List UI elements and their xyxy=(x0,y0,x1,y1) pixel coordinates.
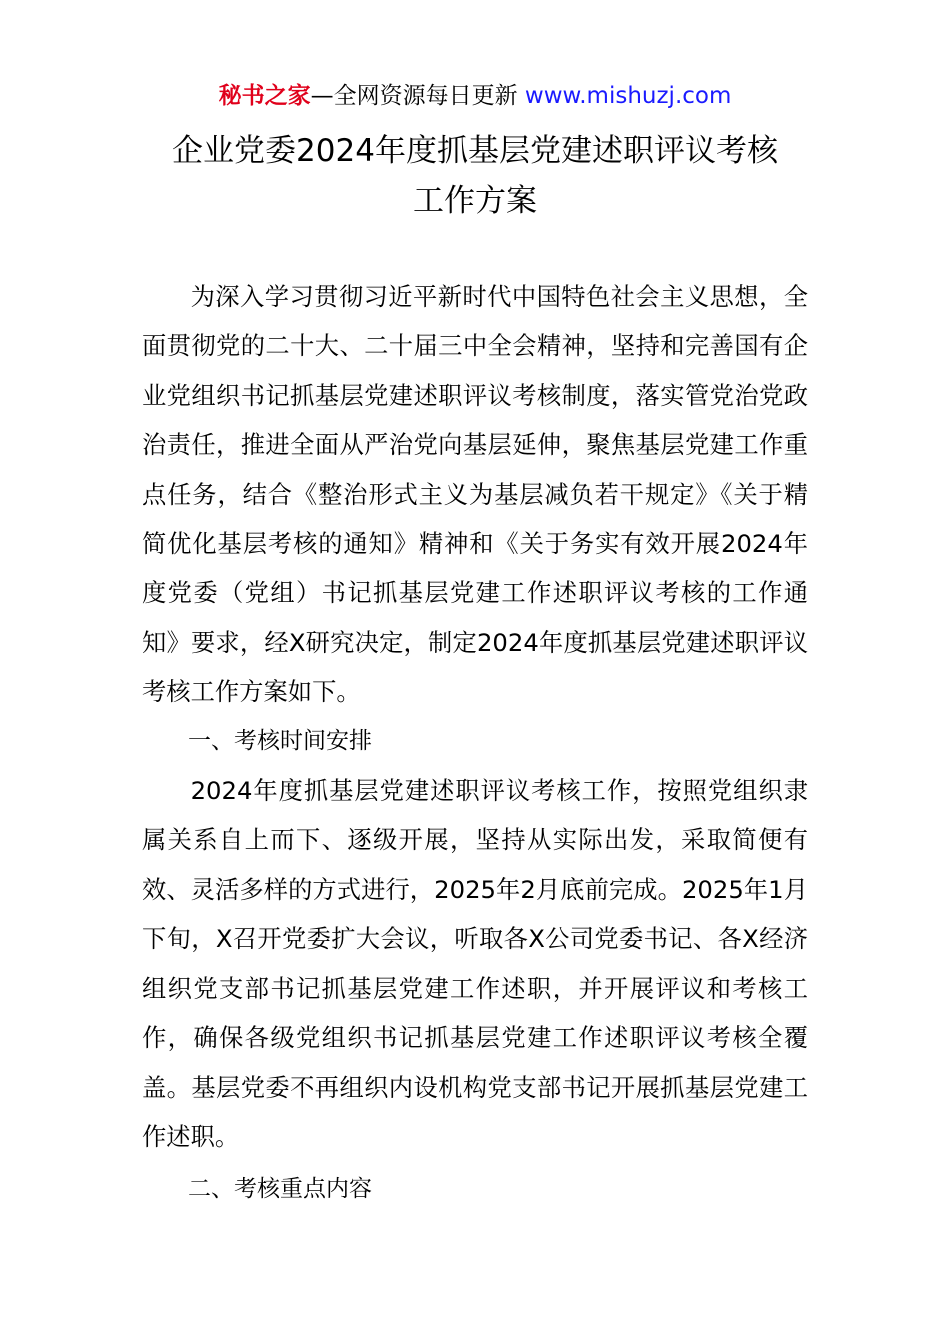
document-body xyxy=(142,272,808,1215)
document-title xyxy=(0,126,950,226)
title-line-2: 工作方案 xyxy=(413,183,537,219)
section-2-heading: 二、考核重点内容 xyxy=(188,1176,372,1203)
title-line-1: 企业党委2024年度抓基层党建述职评议考核 xyxy=(172,133,778,169)
intro-paragraph: 为深入学习贯彻习近平新时代中国特色社会主义思想，全面贯彻党的二十大、二十届三中全会精神，坚持和完善国有企业党组织书记抓基层党建述职评议考核制度，落实管党治党政治责任，推进全面从严治党向基层延伸，聚焦基层党建工作重点任务，结合《整治形式主义为基层减负若干规定》《关于精简优化基层考核的通知》精神和《关于务实有效开展2024年度党委（党组）书记抓基层党建工作述职评议考核的工作通知》要求，经X研究决定，制定2024年度抓基层党建述职评议考核工作方案如下。 xyxy=(142,282,808,707)
site-url-link[interactable]: www.mishuzj.com xyxy=(524,83,732,109)
section-1-heading: 一、考核时间安排 xyxy=(188,727,372,754)
site-banner xyxy=(0,80,950,112)
banner-tagline: —全网资源每日更新 xyxy=(310,83,518,109)
section-1-paragraph: 2024年度抓基层党建述职评议考核工作，按照党组织隶属关系自上而下、逐级开展，坚持从实际出发，采取简便有效、灵活多样的方式进行，2025年2月底前完成。2025年1月下旬，X召开党委扩大会议，听取各X公司党委书记、各X经济组织党支部书记抓基层党建工作述职，并开展评议和考核工作，确保各级党组织书记抓基层党建工作述职评议考核全覆盖。基层党委不再组织内设机构党支部书记开展抓基层党建工作述职。 xyxy=(142,776,808,1151)
brand-name: 秘书之家 xyxy=(218,83,311,109)
